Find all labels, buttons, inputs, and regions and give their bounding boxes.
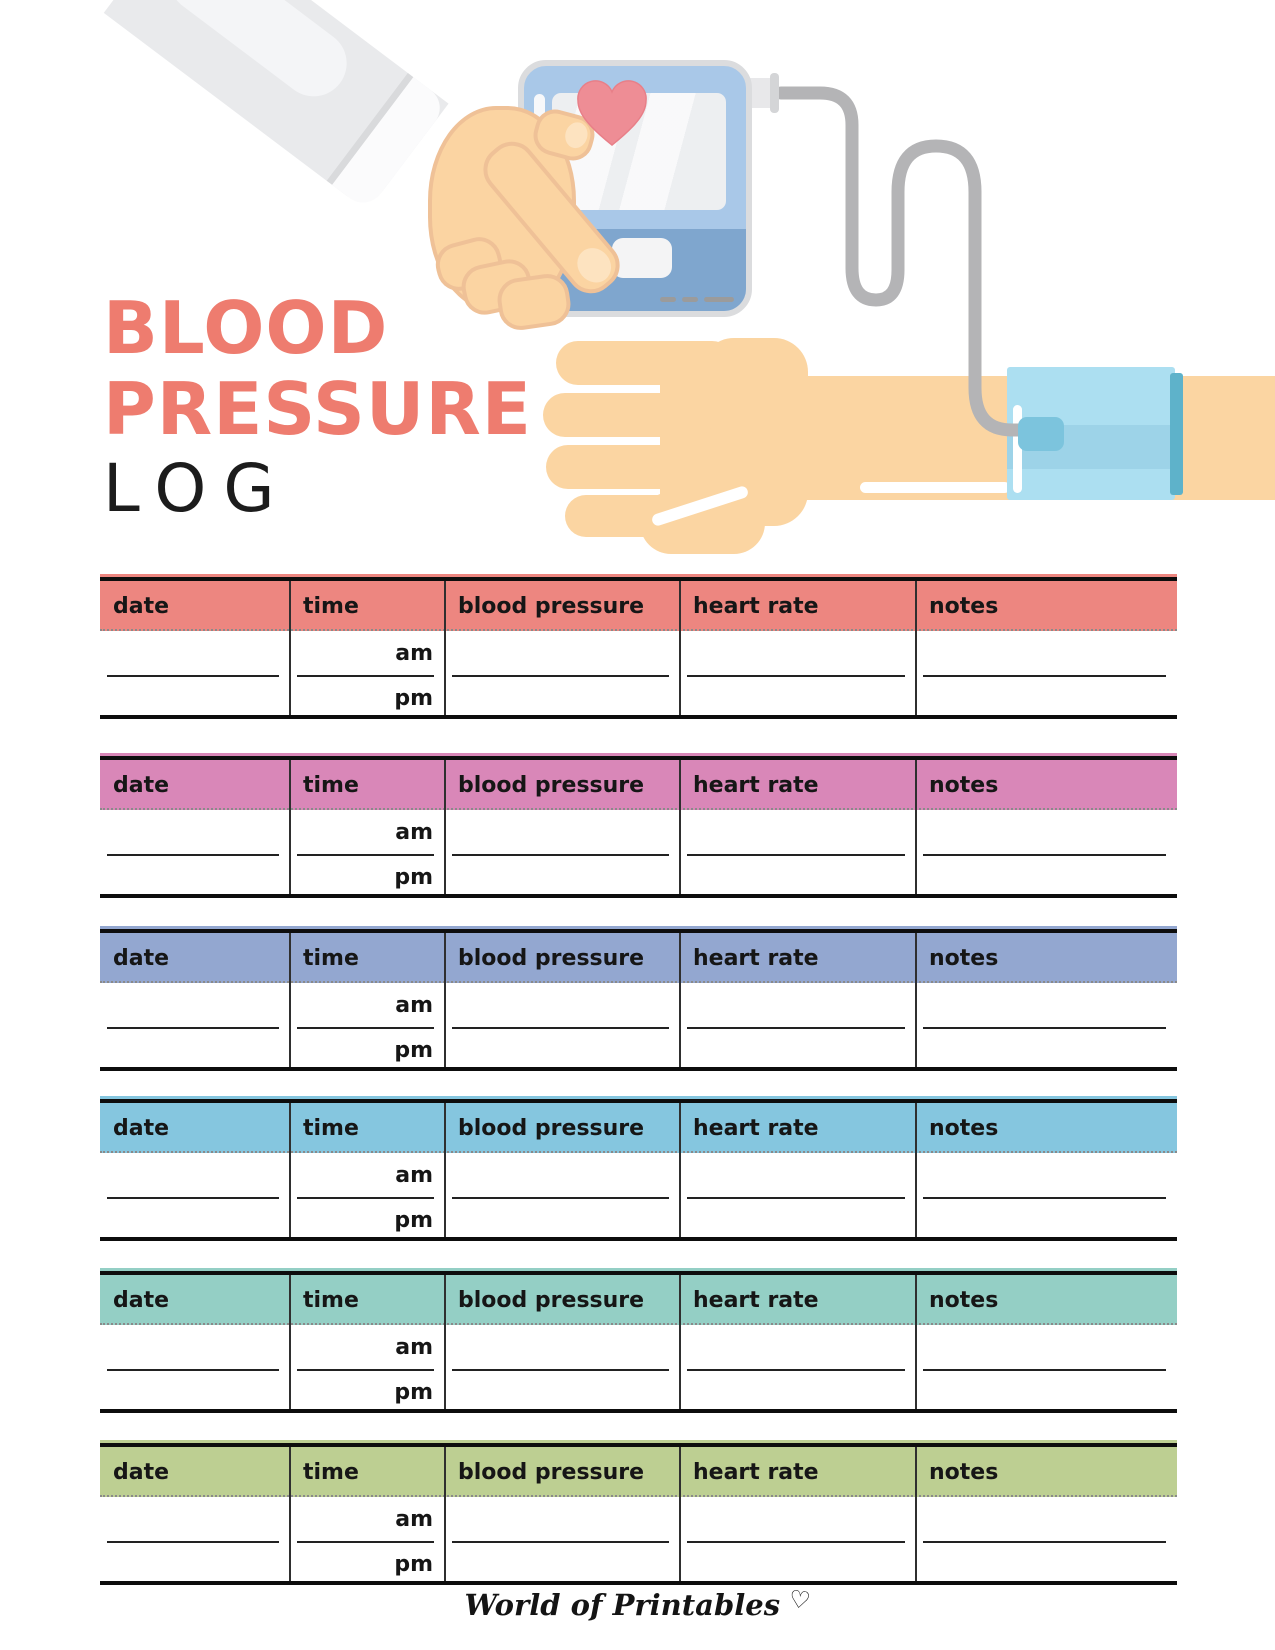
notes-blank-field [916,1370,1177,1415]
column-separator [289,933,291,1067]
heart-rate-blank-field [680,1028,916,1073]
date-blank-field [100,1198,290,1243]
time-blank-field [290,983,445,1028]
entry-row-pm [100,1198,1177,1243]
column-separator [289,760,291,894]
column-separator [679,581,681,715]
column-header-time: time [303,773,359,798]
heart-rate-blank-field [680,1370,916,1415]
date-blank-field [100,1497,290,1542]
monitor-start-button [612,238,672,278]
column-separator [915,1275,917,1409]
time-blank-field [290,631,445,676]
column-header-blood-pressure: blood pressure [458,946,645,971]
date-blank-field [100,1028,290,1073]
column-header-blood-pressure: blood pressure [458,1460,645,1485]
column-separator [915,581,917,715]
bp-log-table-6 [100,1440,1177,1585]
column-header-heart-rate: heart rate [693,946,819,971]
patient-finger [556,341,734,385]
column-separator [289,1447,291,1581]
table-top-border [100,1443,1177,1447]
entry-row-pm [100,1370,1177,1415]
column-header-time: time [303,946,359,971]
table-top-border [100,929,1177,933]
table-top-border [100,1271,1177,1275]
time-period-label: am [395,1335,433,1360]
column-separator [444,1275,446,1409]
column-separator [444,1447,446,1581]
entry-row-am [100,810,1177,855]
column-separator [289,1275,291,1409]
column-separator [679,1275,681,1409]
time-period-label: am [395,1163,433,1188]
cuff-edge [1170,373,1183,495]
time-blank-field [290,1028,445,1073]
column-separator [444,1103,446,1237]
blood-pressure-blank-field [445,676,680,721]
entry-row-pm [100,676,1177,721]
column-header-heart-rate: heart rate [693,1460,819,1485]
column-separator [679,1103,681,1237]
notes-blank-field [916,1542,1177,1587]
blood-pressure-blank-field [445,1542,680,1587]
table-top-border [100,756,1177,760]
time-period-label: pm [394,865,433,890]
wrist-highlight-line [860,482,1010,493]
entry-row-pm [100,1028,1177,1073]
notes-blank-field [916,983,1177,1028]
bp-log-table-1 [100,574,1177,719]
blood-pressure-blank-field [445,1198,680,1243]
title-line-log: LOG [103,450,292,527]
notes-blank-field [916,676,1177,721]
time-period-label: am [395,1507,433,1532]
entry-row-am [100,1497,1177,1542]
column-header-blood-pressure: blood pressure [458,1288,645,1313]
notes-blank-field [916,1325,1177,1370]
time-blank-field [290,810,445,855]
column-separator [915,1103,917,1237]
table-header-row [100,1096,1177,1153]
column-separator [915,1447,917,1581]
table-header-row [100,1440,1177,1497]
heart-rate-blank-field [680,676,916,721]
entry-row-am [100,631,1177,676]
screen-reading-dashes [660,297,734,302]
heart-rate-blank-field [680,1542,916,1587]
entry-row-am [100,983,1177,1028]
time-period-label: pm [394,686,433,711]
time-period-label: pm [394,1552,433,1577]
column-header-notes: notes [929,1288,999,1313]
column-header-notes: notes [929,1460,999,1485]
table-top-border [100,1099,1177,1103]
blood-pressure-blank-field [445,1325,680,1370]
column-header-date: date [113,1116,170,1141]
table-top-border [100,577,1177,581]
time-period-label: pm [394,1208,433,1233]
blood-pressure-blank-field [445,1028,680,1073]
table-header-row [100,574,1177,631]
column-separator [915,760,917,894]
column-header-blood-pressure: blood pressure [458,1116,645,1141]
time-blank-field [290,1198,445,1243]
column-header-time: time [303,1288,359,1313]
notes-blank-field [916,1198,1177,1243]
entry-row-am [100,1325,1177,1370]
column-header-time: time [303,594,359,619]
time-period-label: pm [394,1380,433,1405]
date-blank-field [100,810,290,855]
column-header-notes: notes [929,1116,999,1141]
heart-rate-blank-field [680,1198,916,1243]
table-header-row [100,926,1177,983]
column-header-heart-rate: heart rate [693,1288,819,1313]
time-period-label: am [395,993,433,1018]
notes-blank-field [916,631,1177,676]
notes-blank-field [916,810,1177,855]
footer-brand [0,1583,1275,1622]
cuff-tube-connector [1018,417,1064,451]
column-header-blood-pressure: blood pressure [458,594,645,619]
column-header-notes: notes [929,773,999,798]
date-blank-field [100,983,290,1028]
column-header-time: time [303,1116,359,1141]
table-header-row [100,1268,1177,1325]
column-header-blood-pressure: blood pressure [458,773,645,798]
column-header-date: date [113,946,170,971]
blood-pressure-blank-field [445,1497,680,1542]
column-separator [444,933,446,1067]
footer-heart-icon: ♡ [787,1583,813,1616]
time-period-label: am [395,641,433,666]
patient-finger [543,393,715,437]
blood-pressure-blank-field [445,1153,680,1198]
blood-pressure-blank-field [445,983,680,1028]
bp-log-table-2 [100,753,1177,898]
page-title [103,288,532,528]
column-separator [679,1447,681,1581]
column-header-date: date [113,594,170,619]
column-separator [289,581,291,715]
heart-icon [574,80,650,148]
time-blank-field [290,855,445,900]
entry-row-pm [100,1542,1177,1587]
column-header-time: time [303,1460,359,1485]
heart-rate-blank-field [680,810,916,855]
column-separator [679,760,681,894]
notes-blank-field [916,1497,1177,1542]
blood-pressure-blank-field [445,855,680,900]
title-line-blood: BLOOD [103,286,389,370]
bp-log-table-3 [100,926,1177,1071]
time-blank-field [290,1153,445,1198]
time-period-label: pm [394,1038,433,1063]
notes-blank-field [916,855,1177,900]
column-header-heart-rate: heart rate [693,773,819,798]
date-blank-field [100,1325,290,1370]
column-header-notes: notes [929,946,999,971]
column-header-date: date [113,1288,170,1313]
heart-rate-blank-field [680,1153,916,1198]
time-period-label: am [395,820,433,845]
column-separator [289,1103,291,1237]
column-separator [915,933,917,1067]
patient-finger [546,445,716,489]
column-header-date: date [113,1460,170,1485]
doctor-sleeve [104,0,449,211]
date-blank-field [100,855,290,900]
heart-rate-blank-field [680,1497,916,1542]
column-header-heart-rate: heart rate [693,1116,819,1141]
column-separator [444,581,446,715]
bp-log-table-5 [100,1268,1177,1413]
device-tube-port-bar [770,73,779,113]
sleeve-highlight [156,0,359,110]
blood-pressure-blank-field [445,810,680,855]
notes-blank-field [916,1028,1177,1073]
column-separator [679,933,681,1067]
time-blank-field [290,1325,445,1370]
column-header-heart-rate: heart rate [693,594,819,619]
title-line-pressure: PRESSURE [103,367,532,451]
time-blank-field [290,676,445,721]
blood-pressure-blank-field [445,1370,680,1415]
brand-text: World of Printables [464,1588,781,1622]
table-header-row [100,753,1177,810]
heart-rate-blank-field [680,983,916,1028]
date-blank-field [100,1542,290,1587]
date-blank-field [100,631,290,676]
bp-log-table-4 [100,1096,1177,1241]
entry-row-am [100,1153,1177,1198]
blood-pressure-blank-field [445,631,680,676]
date-blank-field [100,1153,290,1198]
notes-blank-field [916,1153,1177,1198]
entry-row-pm [100,855,1177,900]
column-header-notes: notes [929,594,999,619]
heart-rate-blank-field [680,855,916,900]
finger-nail [570,241,618,289]
column-separator [444,760,446,894]
date-blank-field [100,1370,290,1415]
time-blank-field [290,1370,445,1415]
heart-rate-blank-field [680,631,916,676]
time-blank-field [290,1497,445,1542]
time-blank-field [290,1542,445,1587]
date-blank-field [100,676,290,721]
column-header-date: date [113,773,170,798]
heart-rate-blank-field [680,1325,916,1370]
